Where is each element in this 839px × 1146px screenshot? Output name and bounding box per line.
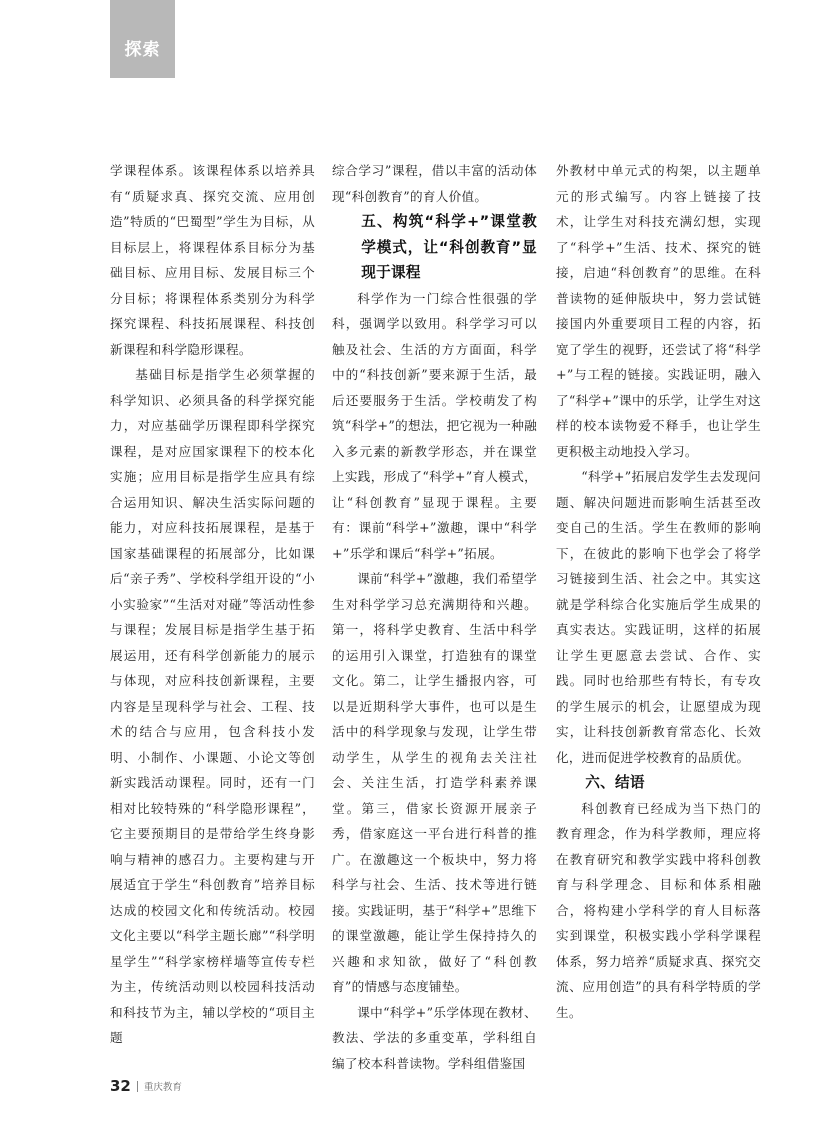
paragraph: 基础目标是指学生必须掌握的科学知识、必须具备的科学探究能力，对应基础学历课程即科学探究课程，是对应国家课程下的校本化实施；应用目标是指学生应具有综合运用知识、解决生活实际问题的能力，对应科技拓展课程，是基于国家基础课程的拓展部分，比如课后“亲子秀”、学校科学组开设的“小小实验家”“生活对对碰”等活动性参与课程；发展目标是指学生基于拓展运用，还有科学创新能力的展示与体现，对应科技创新课程，主要内容是呈现科学与社会、工程、技术的结合与应用，包含科技小发明、小制作、小课题、小论文等创新实践活动课程。同时，还有一门相对比较特殊的“科学隐形课程”，它主要预期目的是带给学生终身影响与精神的感召力。主要构建与开展适宜于学生“科创教育”培养目标达成的校园文化和传统活动。校园文化主要以“科学主题长廊”“科学明星学生”“科学家榜样墙等宣传专栏为主，传统活动则以校园科技活动和科技节为主，辅以学校的“项目主题 [110,367,315,1045]
section-tab-label: 探索 [124,40,161,60]
journal-name: 重庆教育 [143,1082,182,1093]
paragraph: 科学作为一门综合性很强的学科，强调学以致用。科学学习可以触及社会、生活的方方面面，科学中的“科技创新”要来源于生活，最后还要服务于生活。学校萌发了构筑“科学+”的想法，把它视为一种融入多元素的新教学形态，并在课堂上实践，形成了“科学+”育人模式，让“科创教育”显现于课程。主要有：课前“科学+”激趣，课中“科学+”乐学和课后“科学+”拓展。 [332,290,537,561]
page-footer [110,1077,182,1095]
footer-divider [137,1081,138,1092]
article-column-2 [332,158,537,1076]
paragraph: “科学+”拓展启发学生去发现问题、解决问题进而影响生活甚至改变自己的生活。学生在教师的影响下，在彼此的影响下也学会了将学习链接到生活、社会之中。其实这就是学科综合化实施后学生成果的真实表达。实践证明，这样的拓展让学生更愿意去尝试、合作、实践。同时也给那些有特长，有专攻的学生展示的机会，让愿望成为现实，让科技创新教育常态化、长效化，进而促进学校教育的品质优。 [556,469,761,765]
paragraph: 外教材中单元式的构架，以主题单元的形式编写。内容上链接了技术，让学生对科技充满幻想，实现了“科学+”生活、技术、探究的链接，启迪“科创教育”的思维。在科普读物的延伸版块中，努力尝试链接国内外重要项目工程的内容，拓宽了学生的视野，还尝试了将“科学+”与工程的链接。实践证明，融入了“科学+”课中的乐学，让学生对这样的校本读物爱不释手，也让学生更积极主动地投入学习。 [556,163,761,459]
page-number: 32 [110,1077,131,1095]
article-column-3 [556,158,761,1025]
paragraph: 课前“科学+”激趣，我们希望学生对科学学习总充满期待和兴趣。第一，将科学史教育、生活中科学的运用引入课堂，打造独有的课堂文化。第二，让学生播报内容，可以是近期科学大事件，也可以是生活中的科学现象与发现，让学生带动学生，从学生的视角去关注社会、关注生活，打造学科素养课堂。第三，借家长资源开展亲子秀，借家庭这一平台进行科普的推广。在激趣这一个板块中，努力将科学与社会、生活、技术等进行链接。实践证明，基于“科学+”思维下的课堂激趣，能让学生保持持久的兴趣和求知欲，做好了“科创教育”的情感与态度铺垫。 [332,571,537,994]
section-heading: 六、结语 [585,774,645,791]
section-tab [110,0,175,78]
paragraph: 科创教育已经成为当下热门的教育理念，作为科学教师，理应将在教育研究和教学实践中将科创教育与科学理念、目标和体系相融合，将构建小学科学的育人目标落实到课堂，积极实践小学科学课程体系，努力培养“质疑求真、探究交流、应用创造”的具有科学特质的学生。 [556,800,761,1020]
paragraph: 学课程体系。该课程体系以培养具有“质疑求真、探究交流、应用创造”特质的“巴蜀型”学生为目标，从目标层上，将课程体系目标分为基础目标、应用目标、发展目标三个分目标；将课程体系类别分为科学探究课程、科技拓展课程、科技创新课程和科学隐形课程。 [110,163,315,357]
section-heading: 五、构筑“科学+”课堂教学模式，让“科创教育”显现于课程 [361,213,537,281]
article-column-1 [110,158,315,1051]
paragraph: 课中“科学+”乐学体现在教材、教法、学法的多重变革，学科组自编了校本科普读物。学科组借鉴国 [332,1004,537,1071]
paragraph: 综合学习”课程，借以丰富的活动体现“科创教育”的育人价值。 [332,163,537,204]
